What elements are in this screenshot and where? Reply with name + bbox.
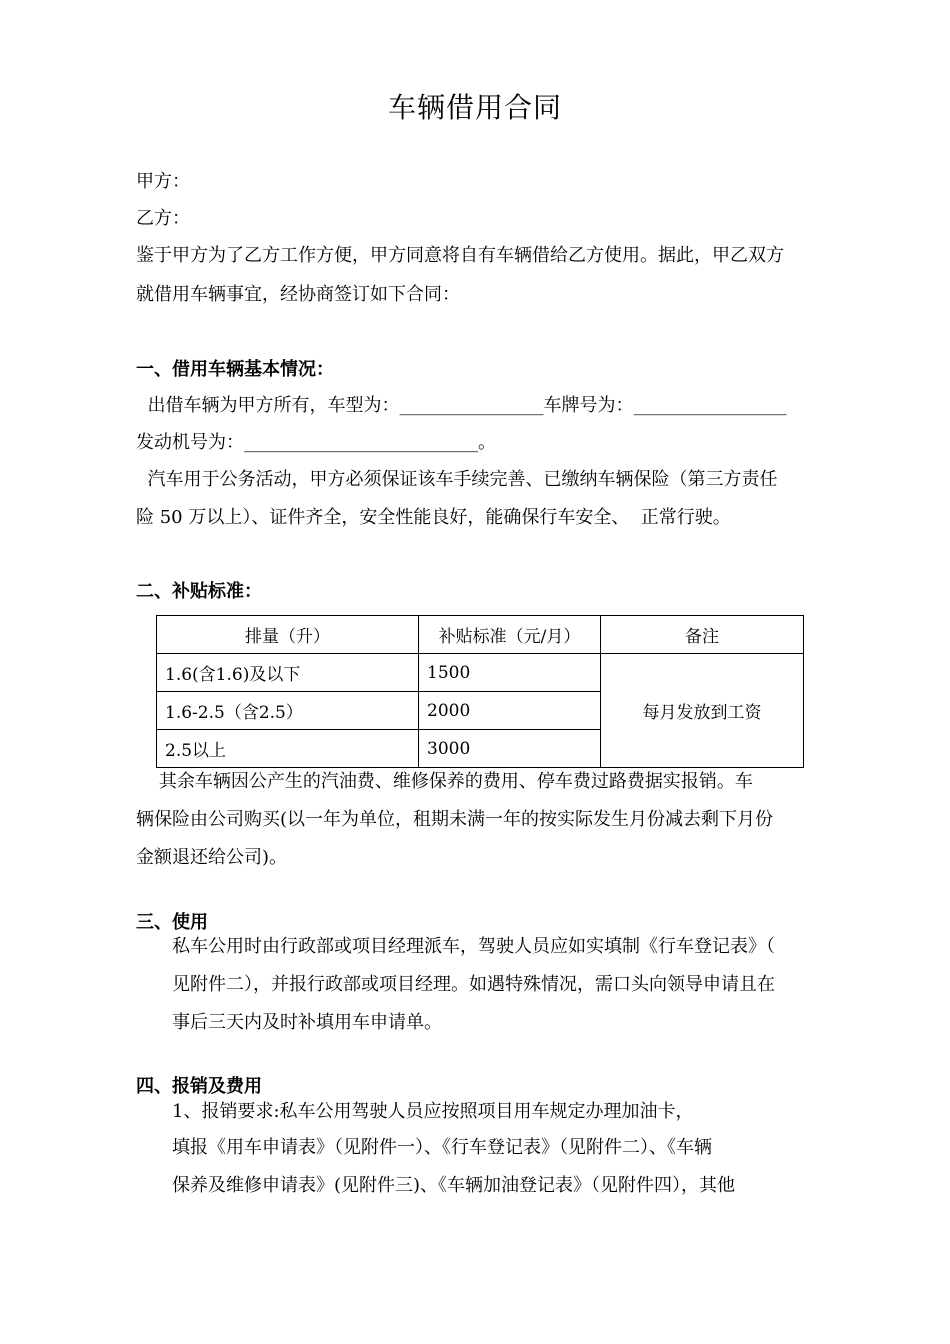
subsidy-table [156, 615, 804, 768]
subsidy-cell: 1500 [419, 654, 601, 692]
header-displacement: 排量（升） [157, 616, 419, 654]
section-2-heading: 二、补贴标准： [136, 581, 262, 602]
section-2-para-line-1: 其余车辆因公产生的汽油费、维修保养的费用、停车费过路费据实报销。车 [136, 771, 753, 792]
header-subsidy: 补贴标准（元/月） [419, 616, 601, 654]
subsidy-cell: 2000 [419, 692, 601, 730]
section-1-line-3: 汽车用于公务活动，甲方必须保证该车手续完善、已缴纳车辆保险（第三方责任 [136, 469, 778, 490]
section-3-heading: 三、使用 [136, 912, 208, 933]
remark-cell: 每月发放到工资 [601, 654, 804, 768]
header-remark: 备注 [601, 616, 804, 654]
section-4-line-3: 保养及维修申请表》(见附件三)、《车辆加油登记表》（见附件四），其他 [172, 1175, 736, 1196]
subsidy-cell: 3000 [419, 730, 601, 768]
intro-line-1: 鉴于甲方为了乙方工作方便，甲方同意将自有车辆借给乙方使用。据此，甲乙双方 [136, 245, 784, 266]
section-4-line-2: 填报《用车申请表》（见附件一）、《行车登记表》（见附件二）、《车辆 [172, 1137, 712, 1158]
section-2-para-line-3: 金额退还给公司)。 [136, 847, 288, 868]
table-row [157, 654, 804, 692]
section-1-line-4: 险 50 万以上）、证件齐全，安全性能良好，能确保行车安全、 正常行驶。 [136, 507, 731, 528]
section-2-para-line-2: 辆保险由公司购买(以一年为单位，租期未满一年的按实际发生月份减去剩下月份 [136, 809, 774, 830]
party-a-label: 甲方： [136, 171, 190, 192]
displacement-cell: 1.6(含1.6)及以下 [157, 654, 419, 692]
section-3-line-1: 私车公用时由行政部或项目经理派车，驾驶人员应如实填制《行车登记表》（ [172, 936, 775, 957]
section-1-heading: 一、借用车辆基本情况： [136, 359, 334, 380]
section-4-heading: 四、报销及费用 [136, 1076, 262, 1097]
displacement-cell: 2.5以上 [157, 730, 419, 768]
section-1-line-2: 发动机号为：__________________________。 [136, 432, 496, 453]
displacement-cell: 1.6-2.5（含2.5） [157, 692, 419, 730]
document-title: 车辆借用合同 [387, 91, 562, 124]
section-1-line-1: 出借车辆为甲方所有，车型为：________________车牌号为：_________________ [136, 395, 787, 416]
party-b-label: 乙方： [136, 208, 190, 229]
section-4-line-1: 1、报销要求:私车公用驾驶人员应按照项目用车规定办理加油卡， [172, 1101, 694, 1122]
section-3-line-2: 见附件二），并报行政部或项目经理。如遇特殊情况，需口头向领导申请且在 [172, 974, 775, 995]
section-3-line-3: 事后三天内及时补填用车申请单。 [172, 1012, 442, 1033]
intro-line-2: 就借用车辆事宜，经协商签订如下合同： [136, 284, 460, 305]
table-header-row [157, 616, 804, 654]
